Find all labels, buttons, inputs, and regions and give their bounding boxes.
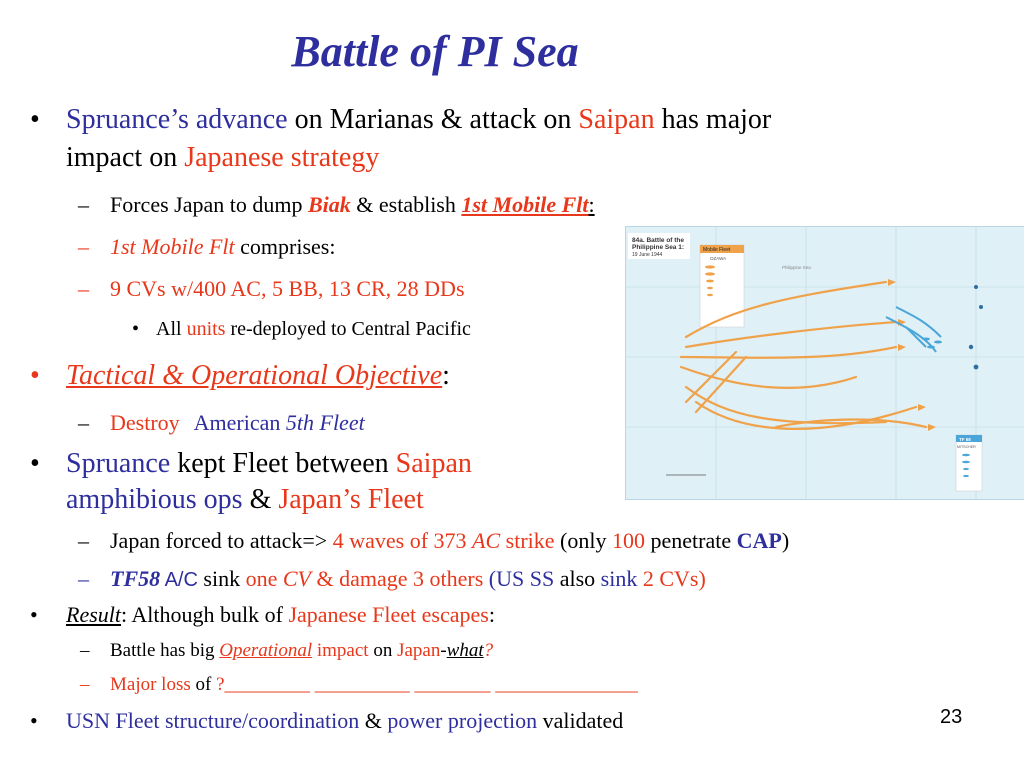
dash-marker: – xyxy=(78,566,89,591)
map-legend-commander: OZAWA xyxy=(710,256,727,261)
text-run: 1st Mobile Flt xyxy=(461,192,589,217)
text-run: AC xyxy=(472,528,501,553)
text-run: 4 waves of 373 xyxy=(332,528,473,553)
text-run: : xyxy=(588,192,595,217)
sub-sub-bullet-1 xyxy=(156,318,471,341)
text-run: Japan forced to attack=> xyxy=(110,528,333,553)
bullet-marker: • xyxy=(132,318,140,340)
text-run: (only xyxy=(554,528,612,553)
sub-bullet-3: 9 CVs w/400 AC, 5 BB, 13 CR, 28 DDs xyxy=(110,276,465,301)
bullet-marker: • xyxy=(30,448,40,479)
bullet-3-line-2 xyxy=(66,484,424,516)
text-run: sink xyxy=(600,566,638,591)
text-run: & xyxy=(359,708,388,733)
sub-bullet-6 xyxy=(110,566,706,592)
text-run: 100 xyxy=(612,528,645,553)
text-run: Japan xyxy=(397,640,441,661)
text-run: penetrate xyxy=(645,528,737,553)
bullet-marker: • xyxy=(30,708,38,733)
sub-bullet-7 xyxy=(110,640,493,662)
text-run: ) xyxy=(781,528,790,553)
text-run: & establish xyxy=(350,192,462,217)
bullet-marker: • xyxy=(30,360,40,391)
text-run: ?_________ __________ ________ _______________ xyxy=(216,674,638,695)
sub-bullet-5 xyxy=(110,528,789,554)
text-run: Major loss xyxy=(110,674,191,695)
bullet-5 xyxy=(66,708,623,734)
text-run: 2 CVs) xyxy=(637,566,706,591)
text-run: strike xyxy=(500,528,555,553)
text-run: Result xyxy=(66,602,121,627)
map-legend-header: Mobile Fleet xyxy=(703,247,731,253)
text-run: All xyxy=(156,318,187,340)
text-run: units xyxy=(186,318,226,340)
text-run: 5th Fleet xyxy=(285,410,365,435)
text-run: kept Fleet between xyxy=(170,448,396,479)
text-run: Tactical & Operational Objective xyxy=(66,360,443,391)
text-run: Japanese strategy xyxy=(184,142,380,173)
bullet-1-line-1 xyxy=(66,104,771,136)
text-run: validated xyxy=(537,708,624,733)
text-run: Japan’s Fleet xyxy=(278,484,424,515)
page-number: 23 xyxy=(940,706,963,728)
text-run: CV xyxy=(282,566,311,591)
sub-bullet-2 xyxy=(110,234,335,260)
text-run: - xyxy=(440,640,447,661)
text-run: on Marianas & attack on xyxy=(287,104,579,135)
sub-bullet-4 xyxy=(110,410,365,436)
text-run: impact xyxy=(312,640,369,661)
text-run: Battle has big xyxy=(110,640,220,661)
map-title-line-1: 84a. Battle of the xyxy=(632,237,685,244)
text-run: what xyxy=(446,640,484,661)
text-run: impact on xyxy=(66,142,185,173)
text-run: Japanese Fleet escapes xyxy=(288,602,489,627)
text-run: : Although bulk of xyxy=(121,602,289,627)
text-run: : xyxy=(442,360,450,391)
text-run: : xyxy=(488,602,495,627)
dash-marker: – xyxy=(78,276,89,301)
bullet-marker: • xyxy=(30,104,40,135)
text-run: ? xyxy=(483,640,494,661)
text-run: A/C xyxy=(160,569,198,591)
text-run: CAP xyxy=(736,528,782,553)
slide-title: Battle of PI Sea xyxy=(291,27,579,76)
text-run: American xyxy=(193,410,286,435)
battle-map-svg xyxy=(626,227,1024,499)
text-run: Operational xyxy=(219,640,313,661)
bullet-1-line-2 xyxy=(66,142,379,174)
text-run: Forces Japan to dump xyxy=(110,192,308,217)
text-run: has major xyxy=(654,104,772,135)
text-run: Biak xyxy=(307,192,351,217)
text-run: 1st Mobile Flt xyxy=(110,234,235,259)
map-tf58-label: TF 58 xyxy=(959,437,971,442)
map-tf58-commander: MITSCHER xyxy=(957,445,976,449)
text-run: amphibious ops xyxy=(66,484,243,515)
text-run: one xyxy=(245,566,283,591)
text-run: Spruance xyxy=(66,448,171,479)
dash-marker: – xyxy=(78,528,89,553)
text-run: on xyxy=(368,640,398,661)
text-run: comprises: xyxy=(234,234,336,259)
text-run: Saipan xyxy=(578,104,655,135)
text-run: & xyxy=(242,484,279,515)
bullet-2 xyxy=(66,360,450,392)
map-us-intercept-paths xyxy=(886,307,941,352)
dash-marker: – xyxy=(80,640,90,661)
dash-marker: – xyxy=(78,234,89,259)
text-run: TF58 xyxy=(110,566,161,591)
bullet-4 xyxy=(66,602,495,628)
map-sea-label: Philippine Sea xyxy=(782,265,811,270)
text-run: USN Fleet structure/coordination xyxy=(66,708,360,733)
map-title-line-2: Philippine Sea 1: xyxy=(632,244,685,251)
text-run: & damage 3 others xyxy=(311,566,489,591)
sub-bullet-8 xyxy=(110,674,638,696)
bullet-marker: • xyxy=(30,602,38,627)
sub-bullet-1 xyxy=(110,192,595,218)
text-run: of xyxy=(190,674,217,695)
text-run: power projection xyxy=(387,708,538,733)
dash-marker: – xyxy=(78,410,89,435)
text-run: also xyxy=(554,566,601,591)
battle-map-image xyxy=(625,226,1024,500)
text-run: sink xyxy=(197,566,246,591)
dash-marker: – xyxy=(78,192,89,217)
text-run: re-deployed to Central Pacific xyxy=(225,318,471,340)
map-tf58-box xyxy=(956,435,982,491)
text-run: Spruance’s advance xyxy=(66,104,288,135)
map-title-line-3: 19 June 1944 xyxy=(632,252,663,258)
text-run: Destroy xyxy=(110,410,180,435)
dash-marker: – xyxy=(80,674,90,695)
text-run: (US SS xyxy=(488,566,555,591)
bullet-3-line-1 xyxy=(66,448,472,480)
text-run: Saipan xyxy=(395,448,472,479)
